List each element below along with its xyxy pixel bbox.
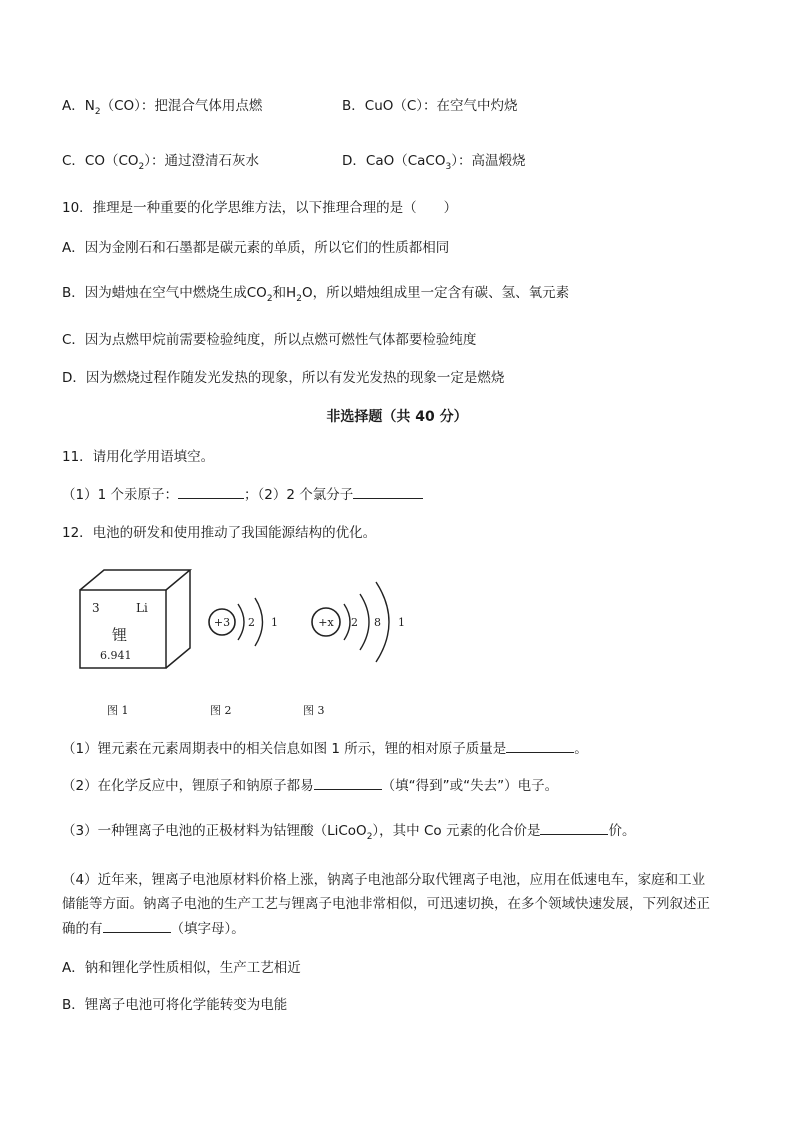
element-mass: 6.941 xyxy=(100,649,132,662)
q10-option-a: A．因为金刚石和石墨都是碳元素的单质，所以它们的性质都相同 xyxy=(62,240,450,256)
electron-shell-arc xyxy=(238,604,244,640)
q12-option-a: A．钠和锂化学性质相似，生产工艺相近 xyxy=(62,960,301,976)
q10-option-b: B．因为蜡烛在空气中燃烧生成$CO_2$和$H_2O$，所以蜡烛组成里一定含有碳、氢、氧元素 xyxy=(62,285,570,304)
q12-part2: （2）在化学反应中，锂原子和钠原子都易 （填“得到”或“失去”）电子。 xyxy=(62,775,558,796)
answer-blank[interactable] xyxy=(103,918,171,933)
q12-option-b: B．锂离子电池可将化学能转变为电能 xyxy=(62,997,288,1013)
q9-option-d: D．CaO（CaCO$_3$）：高温煅烧 xyxy=(342,153,526,172)
element-name: 锂 xyxy=(112,626,128,644)
q12-stem: 12．电池的研发和使用推动了我国能源结构的优化。 xyxy=(62,525,377,541)
electron-shell-arc xyxy=(344,604,350,640)
q12-part4-line3: 确的有 （填字母）。 xyxy=(62,918,245,939)
q12-part4-line2: 储能等方面。钠离子电池的生产工艺与锂离子电池非常相似，可迅速切换，在多个领域快速发展，下列叙述正 xyxy=(62,896,710,912)
q9-option-b: B．CuO（C）：在空气中灼烧 xyxy=(342,98,518,114)
q12-part3: （3）一种锂离子电池的正极材料为钴锂酸（LiCoO$_2$），其中 Co 元素的化合价是 价。 xyxy=(62,820,635,843)
shell-electron-count: 8 xyxy=(374,616,381,629)
q12-part4-line1: （4）近年来，锂离子电池原材料价格上涨，钠离子电池部分取代锂离子电池，应用在低速电车，家庭和工业 xyxy=(62,872,706,888)
q11-stem: 11．请用化学用语填空。 xyxy=(62,449,215,465)
element-card-lithium xyxy=(80,570,190,668)
q10-option-c: C．因为点燃甲烷前需要检验纯度，所以点燃可燃性气体都要检验纯度 xyxy=(62,332,477,348)
figure-label: 图 1 xyxy=(107,704,129,717)
q12-part1: （1）锂元素在元素周期表中的相关信息如图 1 所示，锂的相对原子质量是 。 xyxy=(62,738,588,759)
electron-shell-arc xyxy=(255,598,263,646)
q9-option-c: C．$CO(CO_2)$：通过澄清石灰水 xyxy=(62,153,260,172)
q10-stem: 10．推理是一种重要的化学思维方法，以下推理合理的是（ ） xyxy=(62,200,458,216)
shell-electron-count: 2 xyxy=(248,616,255,629)
q11-parts: （1）1 个汞原子： ；（2）2 个氯分子 xyxy=(62,484,423,505)
electron-shell-arc xyxy=(360,594,369,650)
figure-label: 图 3 xyxy=(303,704,325,717)
shell-electron-count: 1 xyxy=(271,616,278,629)
figure-label: 图 2 xyxy=(210,704,232,717)
shell-electron-count: 2 xyxy=(351,616,358,629)
q10-option-d: D．因为燃烧过程作随发光发热的现象，所以有发光发热的现象一定是燃烧 xyxy=(62,370,505,386)
nucleus-charge: +3 xyxy=(213,616,231,629)
section-title: 非选择题（共 40 分） xyxy=(326,409,468,425)
element-symbol: Li xyxy=(136,601,148,615)
nucleus-charge: +x xyxy=(318,616,334,629)
shell-electron-count: 1 xyxy=(398,616,405,629)
answer-blank[interactable] xyxy=(314,775,382,790)
answer-blank[interactable] xyxy=(506,738,574,753)
q9-option-a: A．$N_2(CO)$：把混合气体用点燃 xyxy=(62,98,263,117)
answer-blank[interactable] xyxy=(540,820,608,835)
element-number: 3 xyxy=(92,601,100,615)
